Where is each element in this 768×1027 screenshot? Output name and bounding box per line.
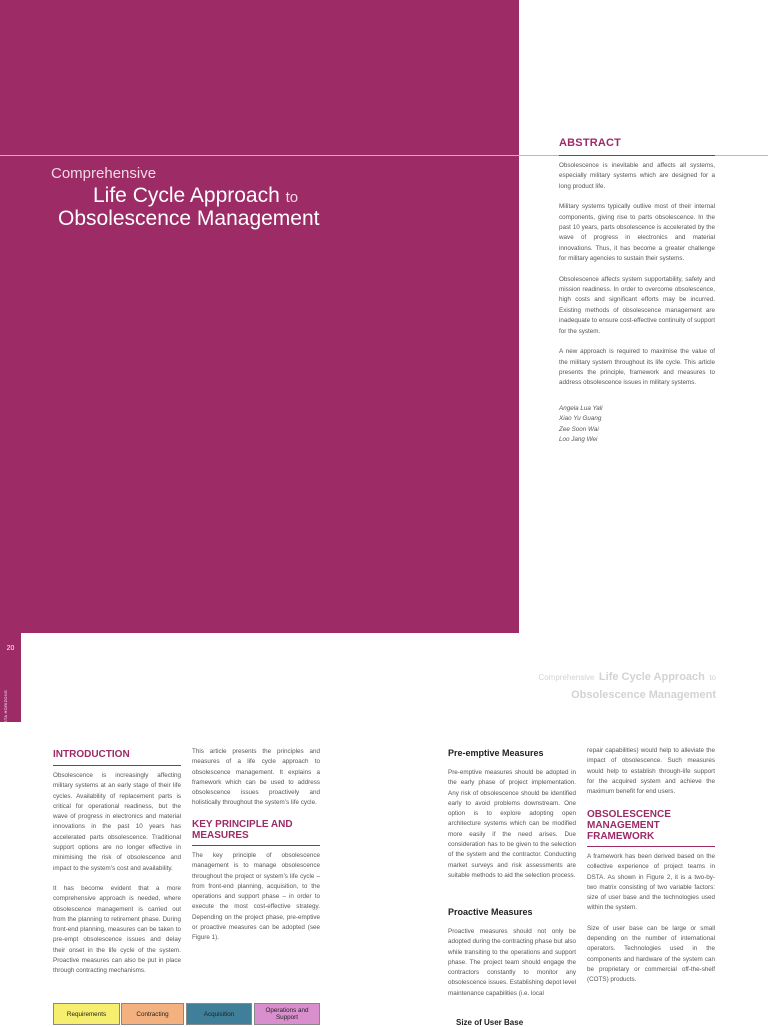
abstract-heading: ABSTRACT bbox=[559, 137, 622, 149]
abstract-paragraph: Obsolescence affects system supportability, safety and mission readiness. In order to overcome obsolescence, high costs and significant efforts may be incurred. Existing methods of obsolescence management are inadequate to ensure cost-effective continuity of support for the system. bbox=[559, 275, 716, 335]
key-principle-rule bbox=[192, 845, 320, 846]
proactive-body: Proactive measures should not only be adopted during the contracting phase but also while transiting to the operations and support phase. The project team should engage the contractors constantly to monitor any obsolescence issues. Establishing depot level maintenance capabilities (i.e. local bbox=[448, 928, 576, 997]
introduction-rule bbox=[53, 765, 181, 766]
author: Xiao Yu Guang bbox=[559, 415, 602, 423]
proactive-continued: repair capabilities) would help to alleviate the impact of obsolescence. Such measures would help to establish through-life support for the acquired system and achieve the maximum benefit for end users. bbox=[587, 747, 715, 796]
proactive-heading: Proactive Measures bbox=[448, 907, 533, 917]
introduction-continued: This article presents the principles and measures of a life cycle approach to obsolescence management. It explains a framework which can be used to address obsolescence issues proactively and holistically throughout the system’s life cycle. bbox=[192, 748, 320, 807]
page-number: 20 bbox=[6, 645, 15, 652]
running-head-big-2: Obsolescence Management bbox=[571, 689, 716, 701]
framework-heading-line: FRAMEWORK bbox=[587, 831, 655, 842]
framework-heading bbox=[587, 809, 671, 842]
pre-emptive-heading: Pre-emptive Measures bbox=[448, 748, 544, 758]
introduction-body bbox=[53, 771, 181, 987]
introduction-heading: INTRODUCTION bbox=[53, 749, 130, 760]
title-line-2-main: Life Cycle Approach bbox=[93, 184, 280, 207]
author: Angela Lua Yali bbox=[559, 405, 603, 412]
key-principle-heading-line: MEASURES bbox=[192, 830, 249, 841]
author-list bbox=[559, 404, 603, 446]
abstract-paragraph: Obsolescence is inevitable and affects all systems, especially military systems which are designed for a long product life. bbox=[559, 162, 715, 190]
author: Loo Jang Wei bbox=[559, 436, 598, 444]
abstract-rule bbox=[559, 155, 715, 156]
key-principle-heading-line: KEY PRINCIPLE AND bbox=[192, 819, 293, 830]
running-head-small-1: Comprehensive bbox=[538, 673, 595, 682]
framework-heading-line: MANAGEMENT bbox=[587, 820, 660, 831]
abstract-paragraph: Military systems typically outlive most of their internal components, giving rise to parts obsolescence. In the past 10 years, parts obsolescence is accelerated by the wave of progress in electronics and material innovations. Thus, it has become a greater challenge for military agencies to sustain their systems. bbox=[559, 203, 715, 263]
framework-paragraph: Size of user base can be large or small depending on the number of international operators. Technologies used in the components and hardware of the system can be proprietary or commercial off-the-shelf (COTS) products. bbox=[587, 924, 715, 984]
title-line-2-suffix: to bbox=[285, 189, 299, 206]
cover-background bbox=[0, 0, 519, 633]
title-line-3: Obsolescence Management bbox=[58, 207, 320, 230]
title-line-1: Comprehensive bbox=[51, 165, 157, 182]
key-principle-heading bbox=[192, 819, 293, 841]
phase-box-contracting: Contracting bbox=[121, 1003, 184, 1025]
running-head-small-2: to bbox=[709, 673, 716, 682]
introduction-paragraph: It has become evident that a more comprehensive approach is needed, where obsolescence management is carried out from the planning to retirement phase. During front-end planning, measures can be taken to pre-empt obsolescence issues and delay their onset in the life cycle of the system. Proactive measures can also be put in place through contracting mechanisms. bbox=[53, 884, 181, 975]
abstract-paragraph: A new approach is required to maximise the value of the military system throughout its life cycle. This article presents the principle, framework and measures to address obsolescence issues in military systems. bbox=[559, 348, 715, 387]
abstract-body bbox=[559, 161, 715, 399]
framework-body bbox=[587, 852, 715, 996]
pre-emptive-body: Pre-emptive measures should be adopted in the early phase of project implementation. Any risk of obsolescence should be identified early to avoid problems downstream. One option is to explore adopting open architecture systems which can be modified more easily if the need arises. Due consideration has to be given to the selection of the system and the contractor. Conducting market surveys and risk assessments are suitable methods to aid the selection process. bbox=[448, 769, 576, 879]
phase-box-requirements: Requirements bbox=[53, 1003, 120, 1025]
size-of-user-base-label: Size of User Base bbox=[456, 1018, 524, 1027]
key-principle-body: The key principle of obsolescence management is to manage obsolescence throughout the project or system’s life cycle – from front-end planning, acquisition, to the operations and support phase – in order to execute the most cost-effective strategy. Depending on the project phase, pre-emptive or proactive measures can be adopted (see Figure 1). bbox=[192, 852, 320, 942]
framework-paragraph: A framework has been derived based on the collective experience of project teams in DSTA. As shown in Figure 2, it is a two-by-two matrix consisting of two variable factors: size of user base and the technologies used within the system. bbox=[587, 853, 715, 912]
running-head-big-1: Life Cycle Approach bbox=[598, 671, 705, 683]
framework-rule bbox=[587, 846, 715, 847]
introduction-paragraph: Obsolescence is increasingly affecting military systems at an early stage of their life cycles. Availability of replacement parts is critical for operational readiness, but the wave of progress in electronics and material innovations in the past 10 years has accelerated parts obsolescence. Traditional support options are no longer effective in minimising the risk of obsolescence and impact to the system’s cost and availability. bbox=[53, 772, 181, 872]
framework-heading-line: OBSOLESCENCE bbox=[587, 809, 671, 820]
phase-box-acquisition: Acquisition bbox=[186, 1003, 252, 1025]
phase-box-operations-support: Operations and Support bbox=[254, 1003, 320, 1025]
journal-name: DSTA HORIZONS bbox=[3, 690, 8, 727]
author: Zee Soon Wai bbox=[559, 425, 599, 433]
running-head bbox=[486, 667, 716, 703]
